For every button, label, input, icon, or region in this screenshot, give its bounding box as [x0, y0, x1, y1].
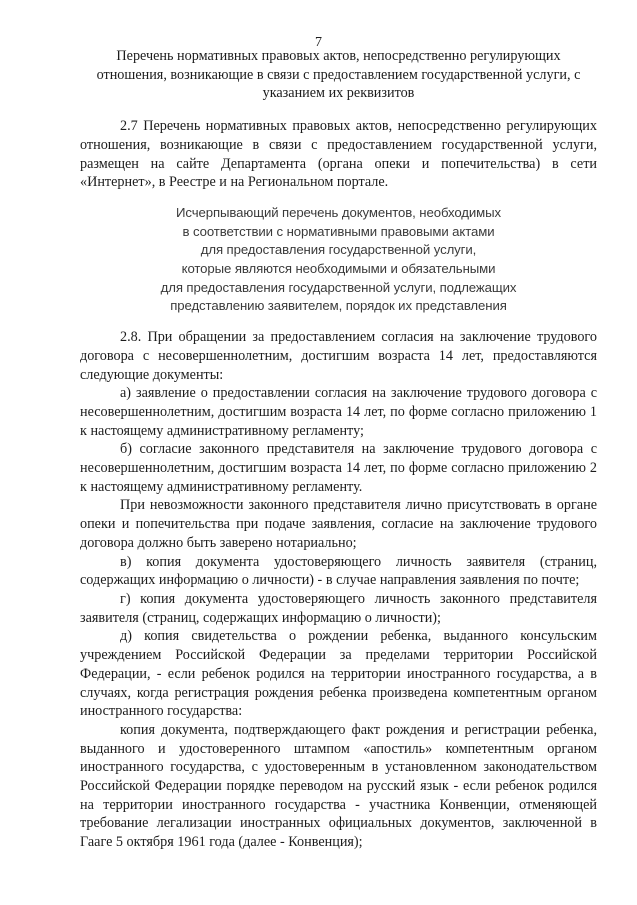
- heading-line: в соответствии с нормативными правовыми актами: [182, 223, 495, 239]
- section-heading-legal-acts: [80, 47, 597, 103]
- heading-line: указанием их реквизитов: [262, 85, 415, 102]
- heading-line: представлению заявителем, порядок их представления: [170, 298, 507, 314]
- paragraph-2-7: 2.7 Перечень нормативных правовых актов, непосредственно регулирующих отношения, возникающие в связи с предоставлением государственной услуги, размещен на сайте Департамента (органа опеки и попечительства) в сети «Интернет», в Реестре и на Региональном портале.: [80, 118, 597, 191]
- document-body: [80, 47, 597, 852]
- list-item-g: г) копия документа удостоверяющего личность законного представителя заявителя (страниц, содержащих информацию о личности);: [80, 590, 597, 626]
- page-number: 7: [315, 35, 322, 50]
- heading-line: которые являются необходимыми и обязательными: [181, 261, 496, 277]
- paragraph-notary: При невозможности законного представителя лично присутствовать в органе опеки и попечительства при подаче заявления, согласие на заключение трудового договора должно быть заверено нотариально;: [80, 497, 597, 551]
- list-item-d: д) копия свидетельства о рождении ребенка, выданного консульским учреждением Российской Федерации за пределами территории Российской Федерации, - если ребенок родился на территории иностранного государства, а в случаях, когда регистрация рождения ребенка произведена компетентным органом иностранного государства:: [80, 628, 597, 720]
- heading-line: для предоставления государственной услуги,: [200, 242, 477, 258]
- heading-line: для предоставления государственной услуги, подлежащих: [160, 279, 517, 295]
- list-item-a: а) заявление о предоставлении согласия на заключение трудового договора с несовершеннолетним, достигшим возраста 14 лет, по форме согласно приложению 1 к настоящему административному регламенту;: [80, 385, 597, 439]
- list-item-v: в) копия документа удостоверяющего личность заявителя (страниц, содержащих информацию о личности) - в случае направления заявления по почте;: [80, 553, 597, 589]
- heading-line: Перечень нормативных правовых актов, непосредственно регулирующих: [116, 48, 561, 64]
- section-heading-documents: [80, 204, 597, 316]
- paragraph-2-8: 2.8. При обращении за предоставлением согласия на заключение трудового договора с несовершеннолетним, достигшим возраста 14 лет, предоставляются следующие документы:: [80, 329, 597, 383]
- list-item-b: б) согласие законного представителя на заключение трудового договора с несовершеннолетним, достигшим возраста 14 лет, по форме согласно приложению 2 к настоящему административному регламенту.: [80, 441, 597, 495]
- heading-line: отношения, возникающие в связи с предоставлением государственной услуги, с: [96, 66, 581, 83]
- heading-line: Исчерпывающий перечень документов, необходимых: [176, 204, 501, 220]
- paragraph-apostille: копия документа, подтверждающего факт рождения и регистрации ребенка, выданного и удостоверенного штампом «апостиль» компетентным органом иностранного государства, с удостоверенным в установленном законодательством Российской Федерации порядке переводом на русский язык - если ребенок родился на территории иностранного государства - участника Конвенции, отменяющей требование легализации иностранных официальных документов, заключенной в Гааге 5 октября 1961 года (далее - Конвенция);: [80, 721, 597, 851]
